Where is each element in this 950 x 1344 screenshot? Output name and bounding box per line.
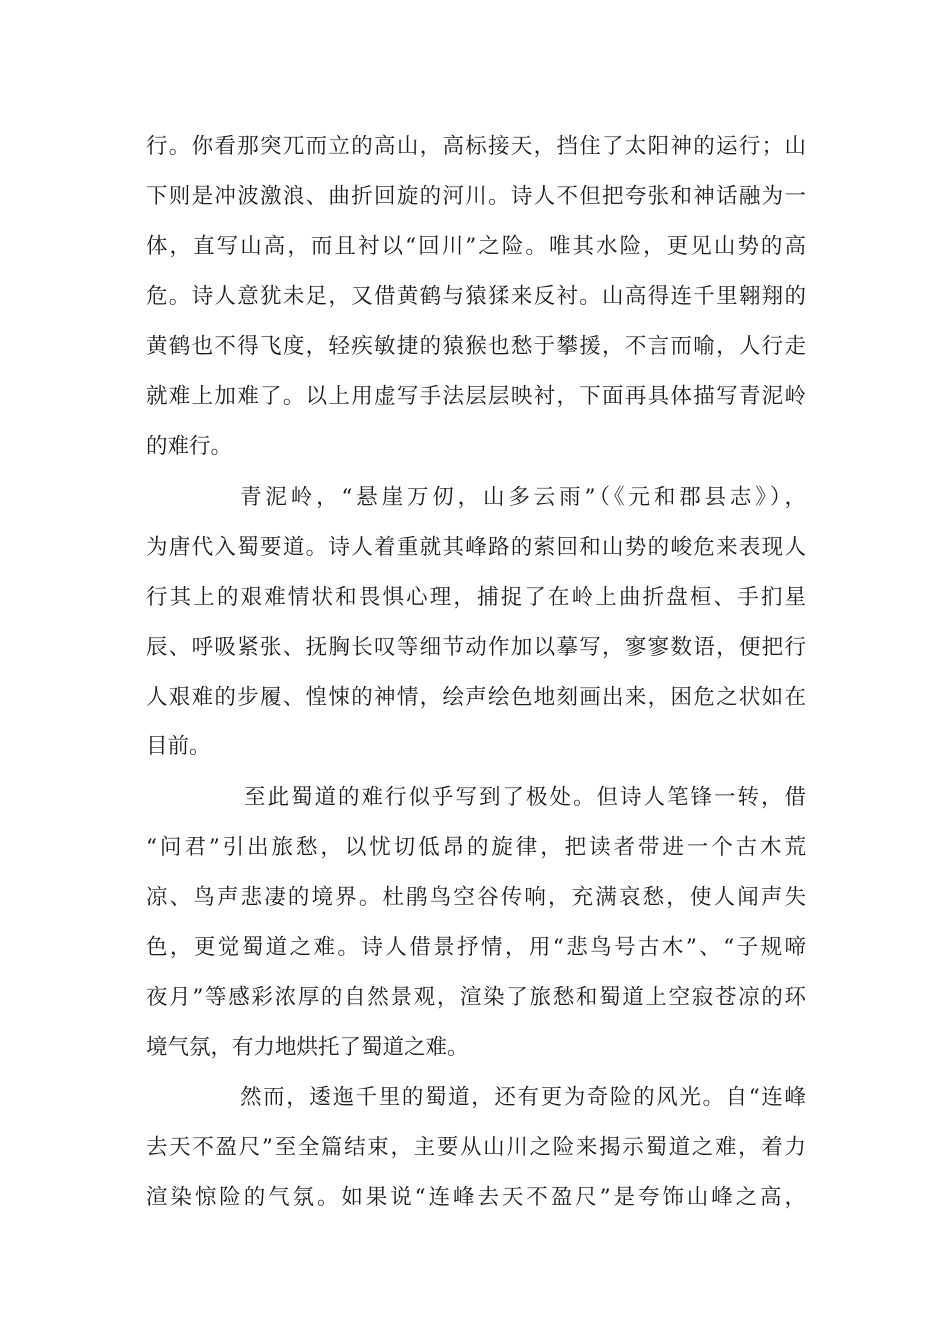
paragraph-3-line-2: “问君”引出旅愁，以忧切低昂的旋律，把读者带进一个古木荒 [146, 835, 806, 860]
paragraph-2-line-1: 青泥岭，“悬崖万仞，山多云雨”（《元和郡县志》）， [240, 485, 806, 510]
paragraph-2-line-2: 为唐代入蜀要道。诗人着重就其峰路的萦回和山势的峻危来表现人 [146, 535, 806, 560]
paragraph-2-line-6: 目前。 [146, 734, 211, 759]
paragraph-1-line-4: 危。诗人意犹未足，又借黄鹤与猿猱来反衬。山高得连千里翱翔的 [146, 284, 806, 309]
paragraph-1-line-1: 行。你看那突兀而立的高山，高标接天，挡住了太阳神的运行；山 [146, 134, 806, 159]
paragraph-3-line-5: 夜月”等感彩浓厚的自然景观，渲染了旅愁和蜀道上空寂苍凉的环 [146, 985, 806, 1010]
paragraph-3-line-1: 至此蜀道的难行似乎写到了极处。但诗人笔锋一转，借 [244, 785, 806, 810]
paragraph-1-line-2: 下则是冲波激浪、曲折回旋的河川。诗人不但把夸张和神话融为一 [146, 184, 806, 209]
paragraph-1-line-5: 黄鹤也不得飞度，轻疾敏捷的猿猴也愁于攀援，不言而喻，人行走 [146, 334, 806, 359]
paragraph-1-line-7: 的难行。 [146, 434, 233, 459]
paragraph-1-line-6: 就难上加难了。以上用虚写手法层层映衬，下面再具体描写青泥岭 [146, 384, 806, 409]
paragraph-3-line-6: 境气氛，有力地烘托了蜀道之难。 [146, 1035, 469, 1060]
paragraph-2-line-3: 行其上的艰难情状和畏惧心理，捕捉了在岭上曲折盘桓、手扪星 [146, 585, 806, 610]
paragraph-3-line-4: 色，更觉蜀道之难。诗人借景抒情，用“悲鸟号古木”、“子规啼 [146, 935, 806, 960]
paragraph-4-line-3: 渲染惊险的气氛。如果说“连峰去天不盈尺”是夸饰山峰之高， [146, 1185, 806, 1210]
paragraph-2-line-5: 人艰难的步履、惶悚的神情，绘声绘色地刻画出来，困危之状如在 [146, 685, 806, 710]
paragraph-4-line-1: 然而，逶迤千里的蜀道，还有更为奇险的风光。自“连峰 [240, 1085, 806, 1110]
paragraph-1-line-3: 体，直写山高，而且衬以“回川”之险。唯其水险，更见山势的高 [146, 234, 806, 259]
paragraph-3-line-3: 凉、鸟声悲凄的境界。杜鹃鸟空谷传响，充满哀愁，使人闻声失 [146, 885, 806, 910]
paragraph-4-line-2: 去天不盈尺”至全篇结束，主要从山川之险来揭示蜀道之难，着力 [146, 1135, 806, 1160]
paragraph-2-line-4: 辰、呼吸紧张、抚胸长叹等细节动作加以摹写，寥寥数语，便把行 [146, 635, 806, 660]
